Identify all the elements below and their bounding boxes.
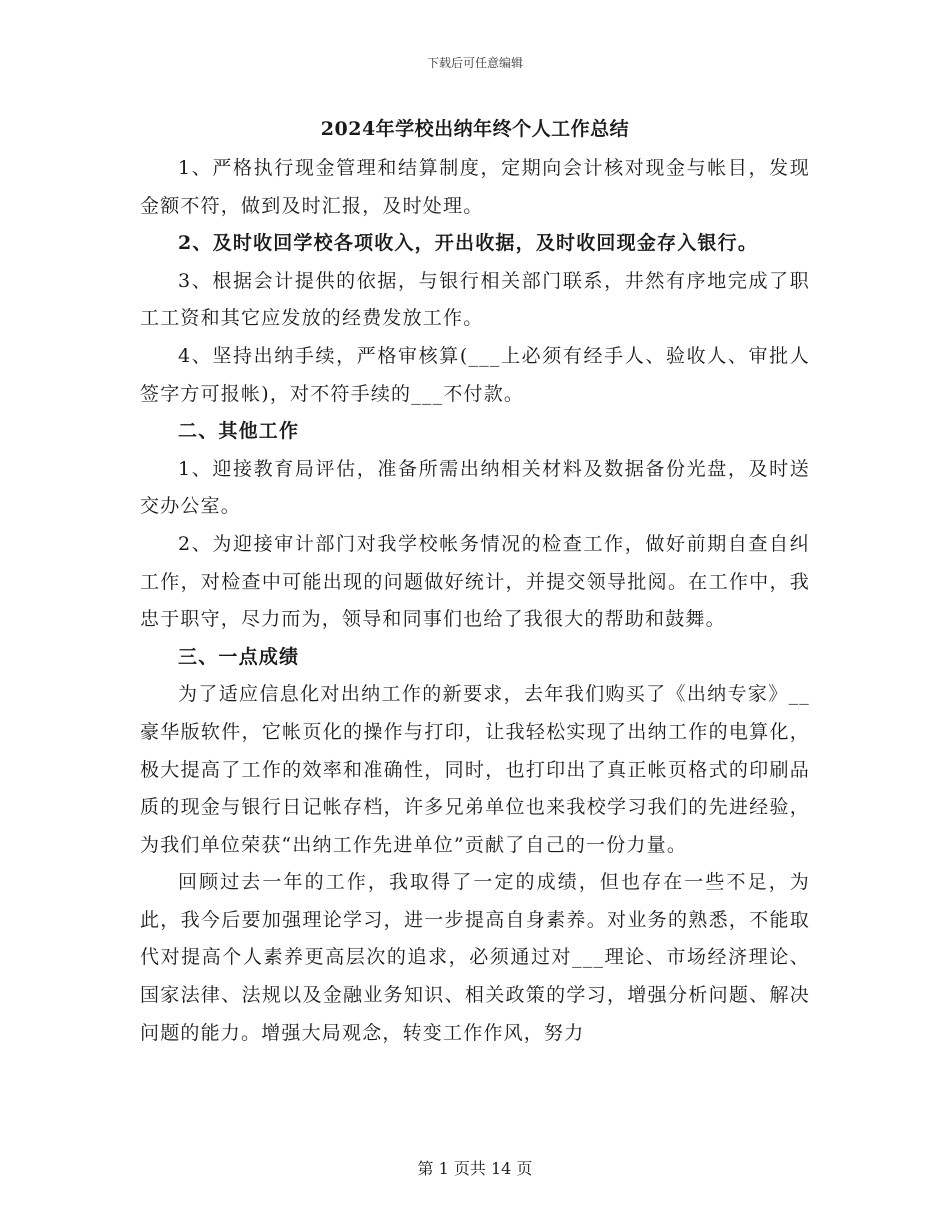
paragraph-6: 2、为迎接审计部门对我学校帐务情况的检查工作，做好前期自查自纠工作，对检查中可能出现的问题做好统计，并提交领导批阅。在工作中，我忠于职守，尽力而为，领导和同事们也给了我很大的帮助和鼓舞。 (140, 532, 810, 631)
paragraph-8: 回顾过去一年的工作，我取得了一定的成绩，但也存在一些不足，为此，我今后要加强理论学习，进一步提高自身素养。对业务的熟悉，不能取代对提高个人素养更高层次的追求，必须通过对___理论、市场经济理论、国家法律、法规以及金融业务知识、相关政策的学习，增强分析问题、解决问题的能力。增强大局观念，转变工作作风，努力 (140, 871, 810, 1044)
paragraph-3: 3、根据会计提供的依据，与银行相关部门联系，井然有序地完成了职工工资和其它应发放的经费发放工作。 (140, 269, 810, 330)
header-note: 下载后可任意编辑 (426, 56, 523, 70)
paragraph-7: 为了适应信息化对出纳工作的新要求，去年我们购买了《出纳专家》__豪华版软件，它帐页化的操作与打印，让我轻松实现了出纳工作的电算化，极大提高了工作的效率和准确性，同时，也打印出了真正帐页格式的印刷品质的现金与银行日记帐存档，许多兄弟单位也来我校学习我们的先进经验，为我们单位荣获“出纳工作先进单位”贡献了自己的一份力量。 (140, 683, 810, 856)
paragraph-1: 1、严格执行现金管理和结算制度，定期向会计核对现金与帐目，发现金额不符，做到及时汇报，及时处理。 (140, 157, 810, 217)
section-heading-other-work: 二、其他工作 (178, 420, 300, 443)
paragraph-4: 4、坚持出纳手续，严格审核算(___上必须有经手人、验收人、审批人签字方可报帐)，对不符手续的___不付款。 (140, 344, 810, 405)
paragraph-5: 1、迎接教育局评估，准备所需出纳相关材料及数据备份光盘，及时送交办公室。 (140, 457, 810, 518)
page-number: 第 1 页共 14 页 (417, 1159, 533, 1178)
document-body (140, 150, 810, 1052)
paragraph-2: 2、及时收回学校各项收入，开出收据，及时收回现金存入银行。 (178, 232, 759, 255)
document-title: 2024年学校出纳年终个人工作总结 (320, 118, 630, 140)
section-heading-achievements: 三、一点成绩 (178, 645, 300, 668)
